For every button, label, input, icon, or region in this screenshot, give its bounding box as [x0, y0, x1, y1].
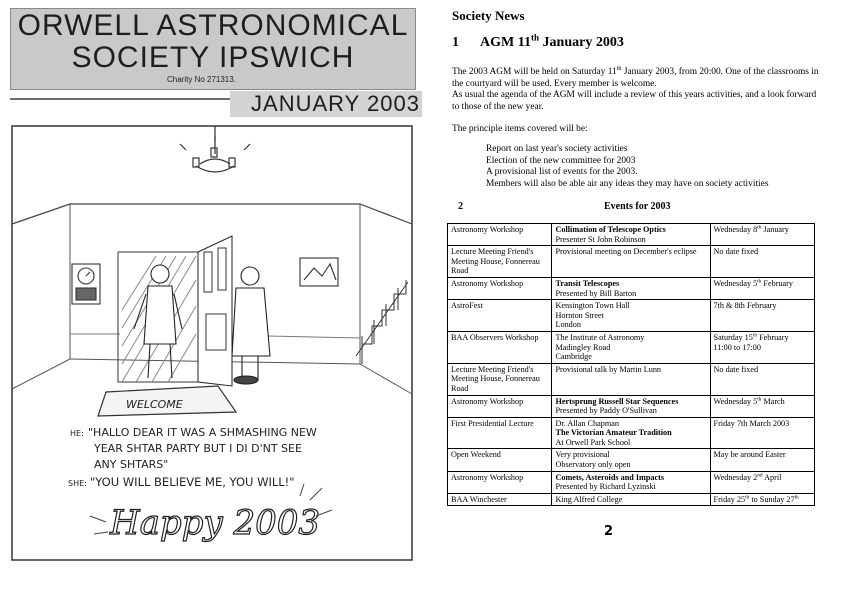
event-date: Wednesday 8th January [710, 224, 814, 246]
event-date: Friday 25th to Sunday 27th [710, 493, 814, 506]
table-row [448, 449, 815, 471]
table-row [448, 331, 815, 363]
event-type: Lecture Meeting Friend's Meeting House, Fonnereau Road [448, 363, 552, 395]
he-label: HE: [70, 429, 84, 438]
event-details: Provisional talk by Martin Lunn [552, 363, 710, 395]
newsletter-cover [10, 8, 422, 564]
he-line1: "HALLO DEAR IT WAS A SHMASHING NEW [88, 426, 317, 439]
agm-paragraph-2: As usual the agenda of the AGM will include a review of this years activities, and a look forward to those of the new year. [452, 90, 817, 112]
event-details: Hertsprung Russell Star Sequences Presented by Paddy O'Sullivan [552, 395, 710, 417]
event-date: Friday 7th March 2003 [710, 417, 814, 449]
event-date: May be around Easter [710, 449, 814, 471]
event-type: First Presidential Lecture [448, 417, 552, 449]
event-type: Astronomy Workshop [448, 471, 552, 493]
he-line2: YEAR SHTAR PARTY BUT I DI D'NT SEE [94, 442, 302, 455]
event-type: Astronomy Workshop [448, 224, 552, 246]
event-details: Very provisional Observatory only open [552, 449, 710, 471]
event-details: Transit Telescopes Presented by Bill Barton [552, 277, 710, 299]
event-type: Astronomy Workshop [448, 277, 552, 299]
event-details: Comets, Asteroids and Impacts Presented by Richard Lyzinski [552, 471, 710, 493]
masthead [10, 8, 416, 90]
list-item: Members will also be able air any ideas they may have on society activities [486, 178, 769, 189]
event-type: BAA Observers Workshop [448, 331, 552, 363]
agm-paragraph-3: The principle items covered will be: [452, 124, 588, 134]
list-item: A provisional list of events for the 2003. [486, 167, 638, 178]
list-item: Election of the new committee for 2003 [486, 155, 636, 166]
divider [10, 98, 230, 100]
event-date: No date fixed [710, 363, 814, 395]
agm-items-list [486, 144, 768, 190]
event-type: Astronomy Workshop [448, 395, 552, 417]
issue-date: JANUARY 2003 [230, 91, 422, 117]
masthead-title-line2: SOCIETY IPSWICH [71, 41, 355, 74]
he-line3: ANY SHTARS" [94, 458, 169, 471]
event-date: Wednesday 5th February [710, 277, 814, 299]
event-date: No date fixed [710, 246, 814, 278]
agm-paragraph-1: The 2003 AGM will be held on Saturday 11th January 2003, from 20:00. One of the classrooms in the courtyard will be used. Every member is welcome. [452, 65, 819, 89]
page-number: 2 [604, 524, 614, 539]
table-row [448, 493, 815, 506]
table-row [448, 395, 815, 417]
table-row [448, 471, 815, 493]
cartoon-illustration [10, 124, 416, 562]
agm-number: 1 [452, 35, 459, 50]
list-item: Report on last year's society activities [486, 144, 628, 154]
greeting-text: Happy 2003 [110, 503, 320, 543]
table-row [448, 363, 815, 395]
table-row [448, 417, 815, 449]
table-row [448, 246, 815, 278]
event-type: AstroFest [448, 300, 552, 332]
event-details: The Institute of Astronomy Madingley Road Cambridge [552, 331, 710, 363]
event-date: 7th & 8th February [710, 300, 814, 332]
newsletter-page [446, 0, 836, 595]
event-details: Dr. Allan Chapman The Victorian Amateur Tradition At Orwell Park School [552, 417, 710, 449]
event-details: King Alfred College [552, 493, 710, 506]
table-row [448, 277, 815, 299]
events-table [447, 223, 815, 506]
event-date: Saturday 15th February 11:00 to 17:00 [710, 331, 814, 363]
event-details: Kensington Town Hall Hornton Street London [552, 300, 710, 332]
masthead-title-line1: ORWELL ASTRONOMICAL [17, 9, 409, 42]
event-date: Wednesday 2nd April [710, 471, 814, 493]
event-details: Provisional meeting on December's eclipse [552, 246, 710, 278]
table-row [448, 224, 815, 246]
event-details: Collimation of Telescope Optics Presenter St John Robinson [552, 224, 710, 246]
event-type: BAA Winchester [448, 493, 552, 506]
event-type: Open Weekend [448, 449, 552, 471]
events-number: 2 [458, 201, 463, 212]
events-title: Events for 2003 [604, 201, 671, 212]
charity-number: Charity No 271313. [167, 75, 236, 84]
she-line: "YOU WILL BELIEVE ME, YOU WILL!" [90, 475, 295, 489]
event-type: Lecture Meeting Friend's Meeting House, Fonnereau Road [448, 246, 552, 278]
agm-heading: 1 AGM 11th January 2003 [452, 32, 624, 50]
table-row [448, 300, 815, 332]
section-heading: Society News [452, 8, 525, 23]
she-label: SHE: [68, 479, 87, 488]
event-date: Wednesday 5th March [710, 395, 814, 417]
welcome-mat-text: WELCOME [126, 398, 183, 411]
